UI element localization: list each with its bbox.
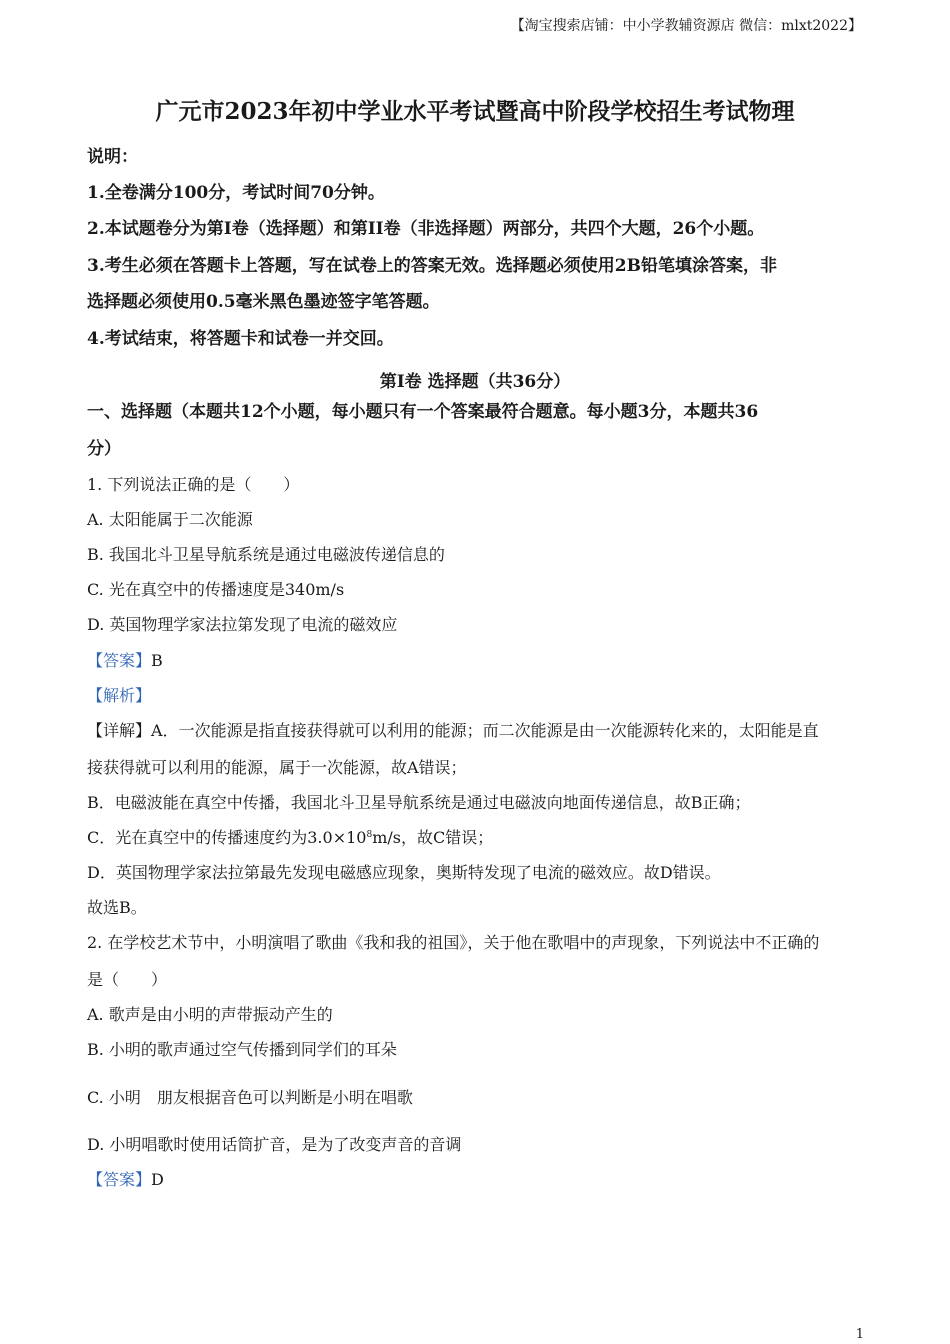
- section-title: 第I卷 选择题（共36分）: [379, 372, 571, 392]
- question-1-detail-d: D．英国物理学家法拉第最先发现电磁感应现象，奥斯特发现了电流的磁效应。故D错误。: [87, 863, 721, 882]
- detail-c-after: m/s，故C错误；: [372, 828, 494, 847]
- page-number: 1: [855, 1327, 864, 1342]
- question-1-option-c: C. 光在真空中的传播速度是340m/s: [87, 580, 345, 599]
- instruction-item: 3.考生必须在答题卡上答题，写在试卷上的答案无效。选择题必须使用2B铅笔填涂答案，非: [87, 256, 777, 276]
- question-2-option-a: A. 歌声是由小明的声带振动产生的: [87, 1005, 333, 1024]
- question-1-stem: 1. 下列说法正确的是（ ）: [87, 475, 300, 494]
- instruction-item: 选择题必须使用0.5毫米黑色墨迹签字笔答题。: [87, 292, 440, 312]
- question-1-answer: [87, 653, 163, 669]
- part-heading: 一、选择题（本题共12个小题，每小题只有一个答案最符合题意。每小题3分，本题共36: [87, 402, 759, 422]
- question-2-option-b: B. 小明的歌声通过空气传播到同学们的耳朵: [87, 1040, 397, 1059]
- question-1-option-a: A. 太阳能属于二次能源: [87, 510, 253, 529]
- part-heading-cont: 分）: [87, 439, 121, 459]
- question-1-detail-a-cont: 接获得就可以利用的能源，属于一次能源，故A错误；: [87, 758, 467, 777]
- header-note: 【淘宝搜索店铺：中小学教辅资源店 微信：mlxt2022】: [510, 18, 862, 34]
- answer-tag: 【答案】: [87, 1170, 152, 1189]
- answer-tag: 【答案】: [87, 651, 152, 670]
- answer-value: B: [151, 651, 163, 670]
- question-2-answer: [87, 1172, 164, 1188]
- question-1-option-b: B. 我国北斗卫星导航系统是通过电磁波传递信息的: [87, 545, 445, 564]
- instruction-item: 2.本试题卷分为第I卷（选择题）和第II卷（非选择题）两部分，共四个大题，26个小题。: [87, 219, 765, 239]
- page-title: 广元市2023年初中学业水平考试暨高中阶段学校招生考试物理: [155, 98, 795, 125]
- question-1-detail-c: [87, 830, 493, 846]
- question-2-option-d: D. 小明唱歌时使用话筒扩音，是为了改变声音的音调: [87, 1135, 462, 1154]
- answer-value: D: [151, 1170, 164, 1189]
- instruction-item: 1.全卷满分100分，考试时间70分钟。: [87, 183, 385, 203]
- question-1-detail-b: B．电磁波能在真空中传播，我国北斗卫星导航系统是通过电磁波向地面传递信息，故B正确；: [87, 793, 751, 812]
- detail-a-text: A．一次能源是指直接获得就可以利用的能源；而二次能源是由一次能源转化来的，太阳能是直: [151, 721, 819, 740]
- instructions-heading: 说明：: [87, 147, 138, 167]
- question-2-stem: 2. 在学校艺术节中，小明演唱了歌曲《我和我的祖国》，关于他在歌唱中的声现象，下列说法中不正确的: [87, 933, 820, 952]
- detail-tag: 【详解】: [87, 721, 152, 740]
- question-1-conclusion: 故选B。: [87, 898, 147, 917]
- question-1-detail-a: [87, 723, 819, 739]
- detail-c-exponent: 8: [366, 830, 373, 840]
- analysis-tag: 【解析】: [87, 686, 152, 705]
- question-1-option-d: D. 英国物理学家法拉第发现了电流的磁效应: [87, 615, 398, 634]
- question-2-stem-cont: 是（ ）: [87, 970, 168, 989]
- detail-c-before: C．光在真空中的传播速度约为3.0×10: [87, 828, 367, 847]
- question-2-option-c: C. 小明 朋友根据音色可以判断是小明在唱歌: [87, 1088, 413, 1107]
- instruction-item: 4.考试结束，将答题卡和试卷一并交回。: [87, 329, 394, 349]
